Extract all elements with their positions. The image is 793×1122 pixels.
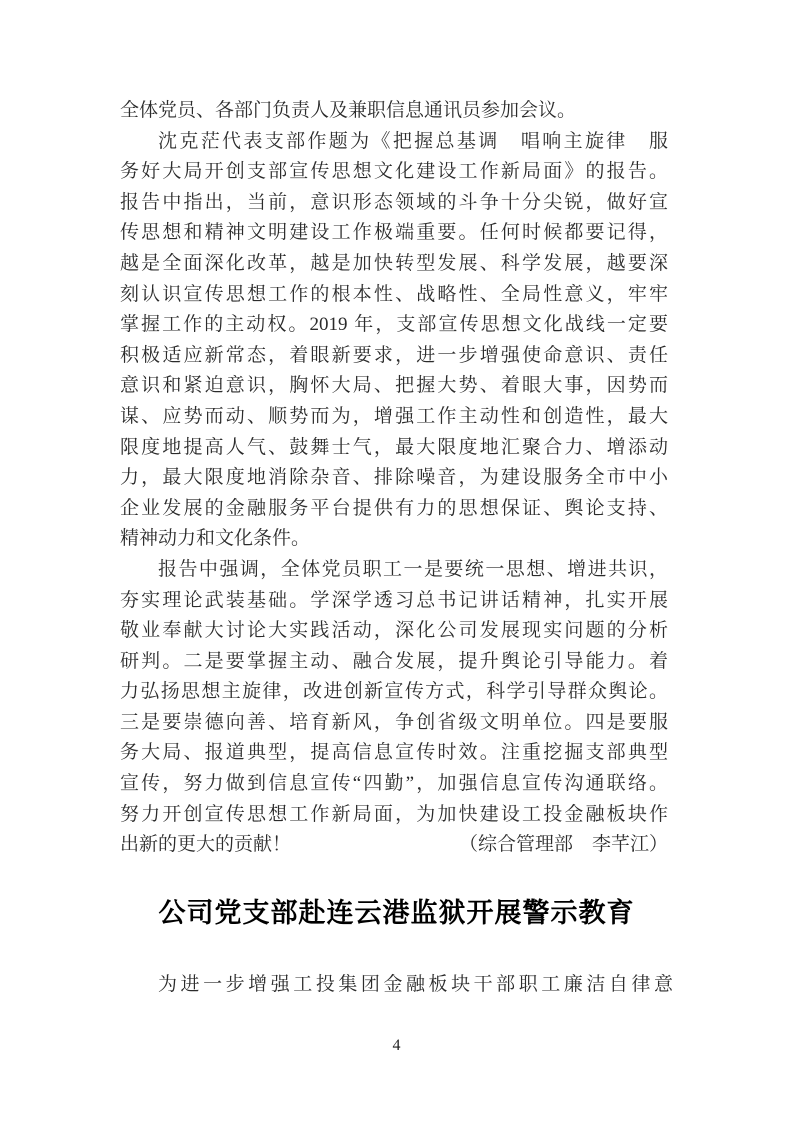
body-text-line: 积极适应新常态，着眼新要求，进一步增强使命意识、责任 bbox=[120, 344, 668, 366]
article-author-credit: （综合管理部 李芊江） bbox=[458, 834, 668, 855]
page-number: 4 bbox=[392, 1037, 401, 1054]
body-text-line: 务好大局开创支部宣传思想文化建设工作新局面》的报告。 bbox=[120, 161, 668, 183]
article-body bbox=[120, 96, 668, 830]
body-text-line: 夯实理论武装基础。学深学透习总书记讲话精神，扎实开展 bbox=[120, 589, 668, 611]
body-text-line: 限度地提高人气、鼓舞士气，最大限度地汇聚合力、增添动 bbox=[120, 436, 668, 458]
body-text-line: 报告中强调，全体党员职工一是要统一思想、增进共识， bbox=[158, 558, 668, 580]
body-text-line: 努力开创宣传思想工作新局面，为加快建设工投金融板块作 bbox=[120, 803, 668, 825]
body-text-line: 全体党员、各部门负责人及兼职信息通讯员参加会议。 bbox=[120, 100, 577, 121]
signature-line bbox=[120, 830, 668, 861]
body-text-line: 报告中指出，当前，意识形态领域的斗争十分尖锐，做好宣 bbox=[120, 191, 668, 213]
next-article-body bbox=[120, 970, 673, 1001]
body-text-line: 三是要崇德向善、培育新风，争创省级文明单位。四是要服 bbox=[120, 711, 668, 733]
body-text-line: 研判。二是要掌握主动、融合发展，提升舆论引导能力。着 bbox=[120, 650, 668, 672]
article-closing-text: 出新的更大的贡献！ bbox=[120, 834, 292, 855]
body-text-line: 刻认识宣传思想工作的根本性、战略性、全局性意义，牢牢 bbox=[120, 283, 668, 305]
body-text-line: 沈克茫代表支部作题为《把握总基调 唱响主旋律 服 bbox=[158, 130, 668, 152]
body-text-line: 意识和紧迫意识，胸怀大局、把握大势、着眼大事，因势而 bbox=[120, 375, 668, 397]
body-text-line: 敬业奉献大讨论大实践活动，深化公司发展现实问题的分析 bbox=[120, 620, 668, 642]
body-text-line: 力弘扬思想主旋律，改进创新宣传方式，科学引导群众舆论。 bbox=[120, 681, 668, 703]
section-heading: 公司党支部赴连云港监狱开展警示教育 bbox=[158, 898, 635, 928]
body-text-line: 越是全面深化改革，越是加快转型发展、科学发展，越要深 bbox=[120, 252, 668, 274]
body-text-line: 精神动力和文化条件。 bbox=[120, 528, 311, 550]
body-text-line: 务大局、报道典型，提高信息宣传时效。注重挖掘支部典型 bbox=[120, 742, 668, 764]
body-text-line: 力，最大限度地消除杂音、排除噪音，为建设服务全市中小 bbox=[120, 467, 668, 489]
body-text-line: 掌握工作的主动权。2019 年，支部宣传思想文化战线一定要 bbox=[120, 314, 668, 336]
paragraph-first-line: 为进一步增强工投集团金融板块干部职工廉洁自律意 bbox=[158, 974, 673, 995]
body-text-line: 宣传，努力做到信息宣传“四勤”，加强信息宣传沟通联络。 bbox=[120, 773, 668, 795]
body-text-line: 企业发展的金融服务平台提供有力的思想保证、舆论支持、 bbox=[120, 497, 668, 519]
body-text-line: 传思想和精神文明建设工作极端重要。任何时候都要记得， bbox=[120, 222, 668, 244]
body-text-line: 谋、应势而动、顺势而为，增强工作主动性和创造性，最大 bbox=[120, 405, 668, 427]
